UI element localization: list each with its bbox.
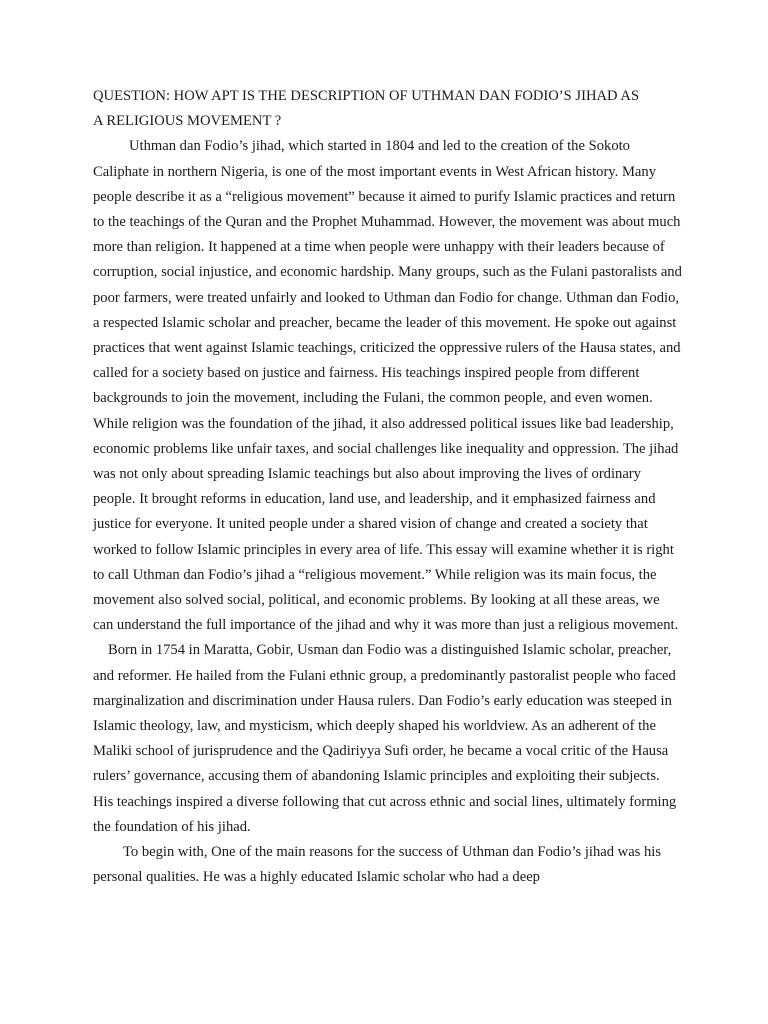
paragraph-introduction: Uthman dan Fodio’s jihad, which started in 1804 and led to the creation of the Sokoto Caliphate in northern Nigeria, is one of the most important events in West African history. Many people describe it as a “religious movement” because it aimed to purify Islamic practices and return to the teachings of the Quran and the Prophet Muhammad. However, the movement was about much more than religion. It happened at a time when people were unhappy with their leaders because of corruption, social injustice, and economic hardship. Many groups, such as the Fulani pastoralists and poor farmers, were treated unfairly and looked to Uthman dan Fodio for change. Uthman dan Fodio, a respected Islamic scholar and preacher, became the leader of this movement. He spoke out against practices that went against Islamic teachings, criticized the oppressive rulers of the Hausa states, and called for a society based on justice and fairness. His teachings inspired people from different backgrounds to join the movement, including the Fulani, the common people, and even women. While religion was the foundation of the jihad, it also addressed political issues like bad leadership, economic problems like unfair taxes, and social challenges like inequality and oppression. The jihad was not only about spreading Islamic teachings but also about improving the lives of ordinary people. It brought reforms in education, land use, and leadership, and it emphasized fairness and justice for everyone. It united people under a shared vision of change and created a society that worked to follow Islamic principles in every area of life. This essay will examine whether it is right to call Uthman dan Fodio’s jihad a “religious movement.” While religion was its main focus, the movement also solved social, political, and economic problems. By looking at all these areas, we can understand the full importance of the jihad and why it was more than just a religious movement. (93, 138, 682, 634)
paragraph-background: Born in 1754 in Maratta, Gobir, Usman dan Fodio was a distinguished Islamic scholar, preacher, and reformer. He hailed from the Fulani ethnic group, a predominantly pastoralist people who faced marginalization and discrimination under Hausa rulers. Dan Fodio’s early education was steeped in Islamic theology, law, and mysticism, which deeply shaped his worldview. As an adherent of the Maliki school of jurisprudence and the Qadiriyya Sufi order, he became a vocal critic of the Hausa rulers’ governance, accusing them of abandoning Islamic principles and exploiting their subjects. His teachings inspired a diverse following that cut across ethnic and social lines, ultimately forming the foundation of his jihad. (93, 642, 677, 835)
document-page (93, 84, 683, 891)
question-heading-line-1: QUESTION: HOW APT IS THE DESCRIPTION OF UTHMAN DAN FODIO’S JIHAD AS (93, 88, 640, 104)
question-heading-line-2: A RELIGIOUS MOVEMENT ? (93, 113, 282, 130)
paragraph-personal-qualities: To begin with, One of the main reasons for the success of Uthman dan Fodio’s jihad was his personal qualities. He was a highly educated Islamic scholar who had a deep (93, 844, 662, 886)
